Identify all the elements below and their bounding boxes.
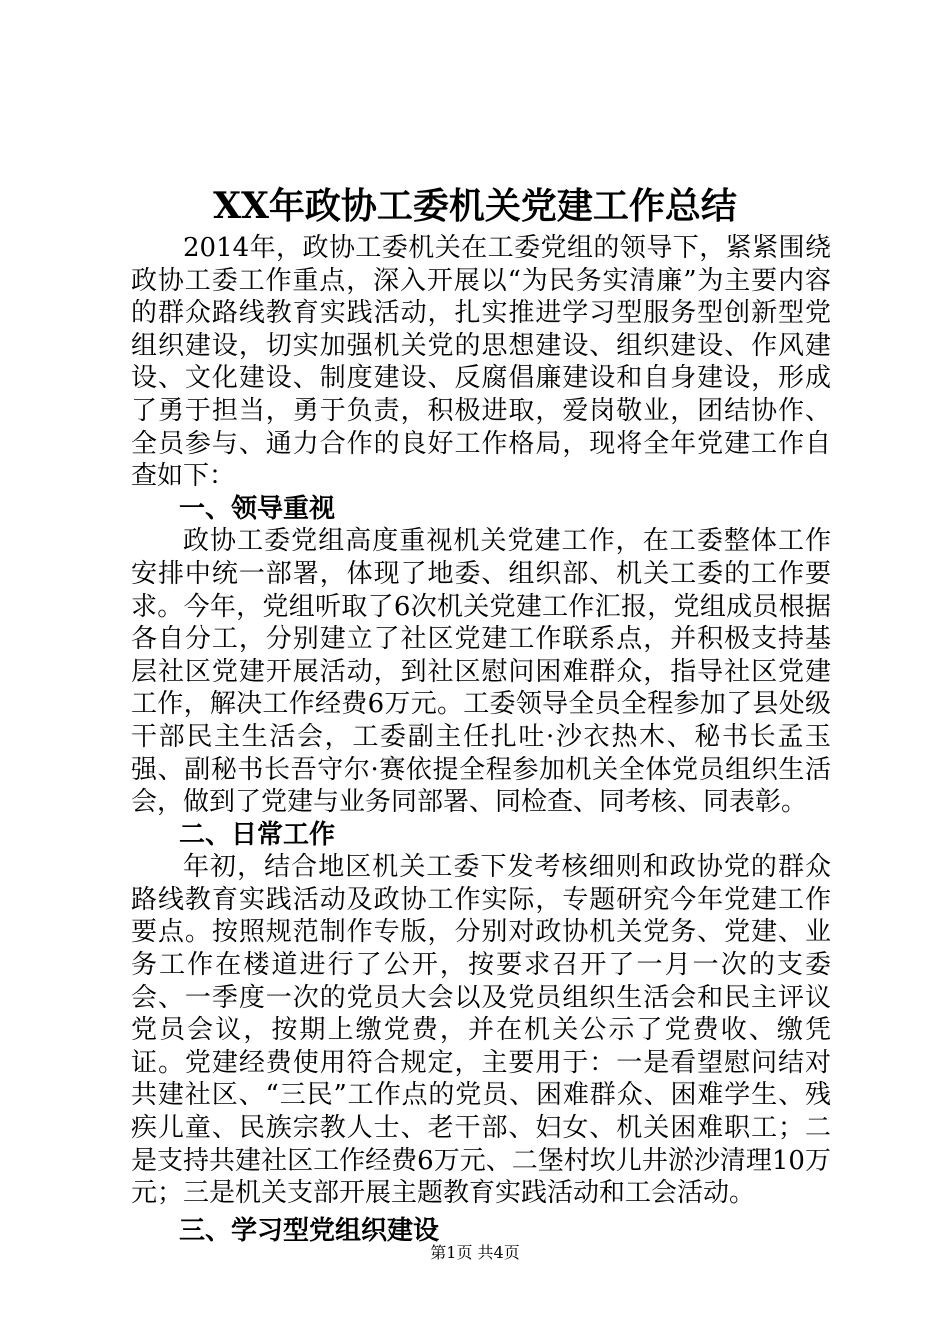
document-title: XX年政协工委机关党建工作总结 (213, 185, 737, 227)
section-heading-daily-work: 二、日常工作 (179, 819, 336, 850)
page-footer: 第1页 共4页 (430, 1243, 520, 1262)
document-body (131, 232, 831, 1247)
section-heading-leadership: 一、领导重视 (179, 493, 336, 524)
section-paragraph-leadership: 政协工委党组高度重视机关党建工作，在工委整体工作安排中统一部署，体现了地委、组织部、机关工委的工作要求。今年，党组听取了6次机关党建工作汇报，党组成员根据各自分工，分别建立了社区党建工作联系点，并积极支持基层社区党建开展活动，到社区慰问困难群众，指导社区党建工作，解决工作经费6万元。工委领导全员全程参加了县处级干部民主生活会，工委副主任扎吐·沙衣热木、秘书长孟玉强、副秘书长吾守尔·赛依提全程参加机关全体党员组织生活会，做到了党建与业务同部署、同检查、同考核、同表彰。 (131, 526, 831, 818)
section-heading-learning-org: 三、学习型党组织建设 (179, 1215, 440, 1246)
section-paragraph-daily-work: 年初，结合地区机关工委下发考核细则和政协党的群众路线教育实践活动及政协工作实际，专题研究今年党建工作要点。按照规范制作专版，分别对政协机关党务、党建、业务工作在楼道进行了公开，按要求召开了一月一次的支委会、一季度一次的党员大会以及党员组织生活会和民主评议党员会议，按期上缴党费，并在机关公示了党费收、缴凭证。党建经费使用符合规定，主要用于：一是看望慰问结对共建社区、“三民”工作点的党员、困难群众、困难学生、残疾儿童、民族宗教人士、老干部、妇女、机关困难职工；二是支持共建社区工作经费6万元、二堡村坎儿井淤沙清理10万元；三是机关支部开展主题教育实践活动和工会活动。 (131, 852, 831, 1209)
intro-paragraph: 2014年，政协工委机关在工委党组的领导下，紧紧围绕政协工委工作重点，深入开展以“为民务实清廉”为主要内容的群众路线教育实践活动，扎实推进学习型服务型创新型党组织建设，切实加强机关党的思想建设、组织建设、作风建设、文化建设、制度建设、反腐倡廉建设和自身建设，形成了勇于担当，勇于负责，积极进取，爱岗敬业，团结协作、全员参与、通力合作的良好工作格局，现将全年党建工作自查如下： (131, 233, 831, 492)
